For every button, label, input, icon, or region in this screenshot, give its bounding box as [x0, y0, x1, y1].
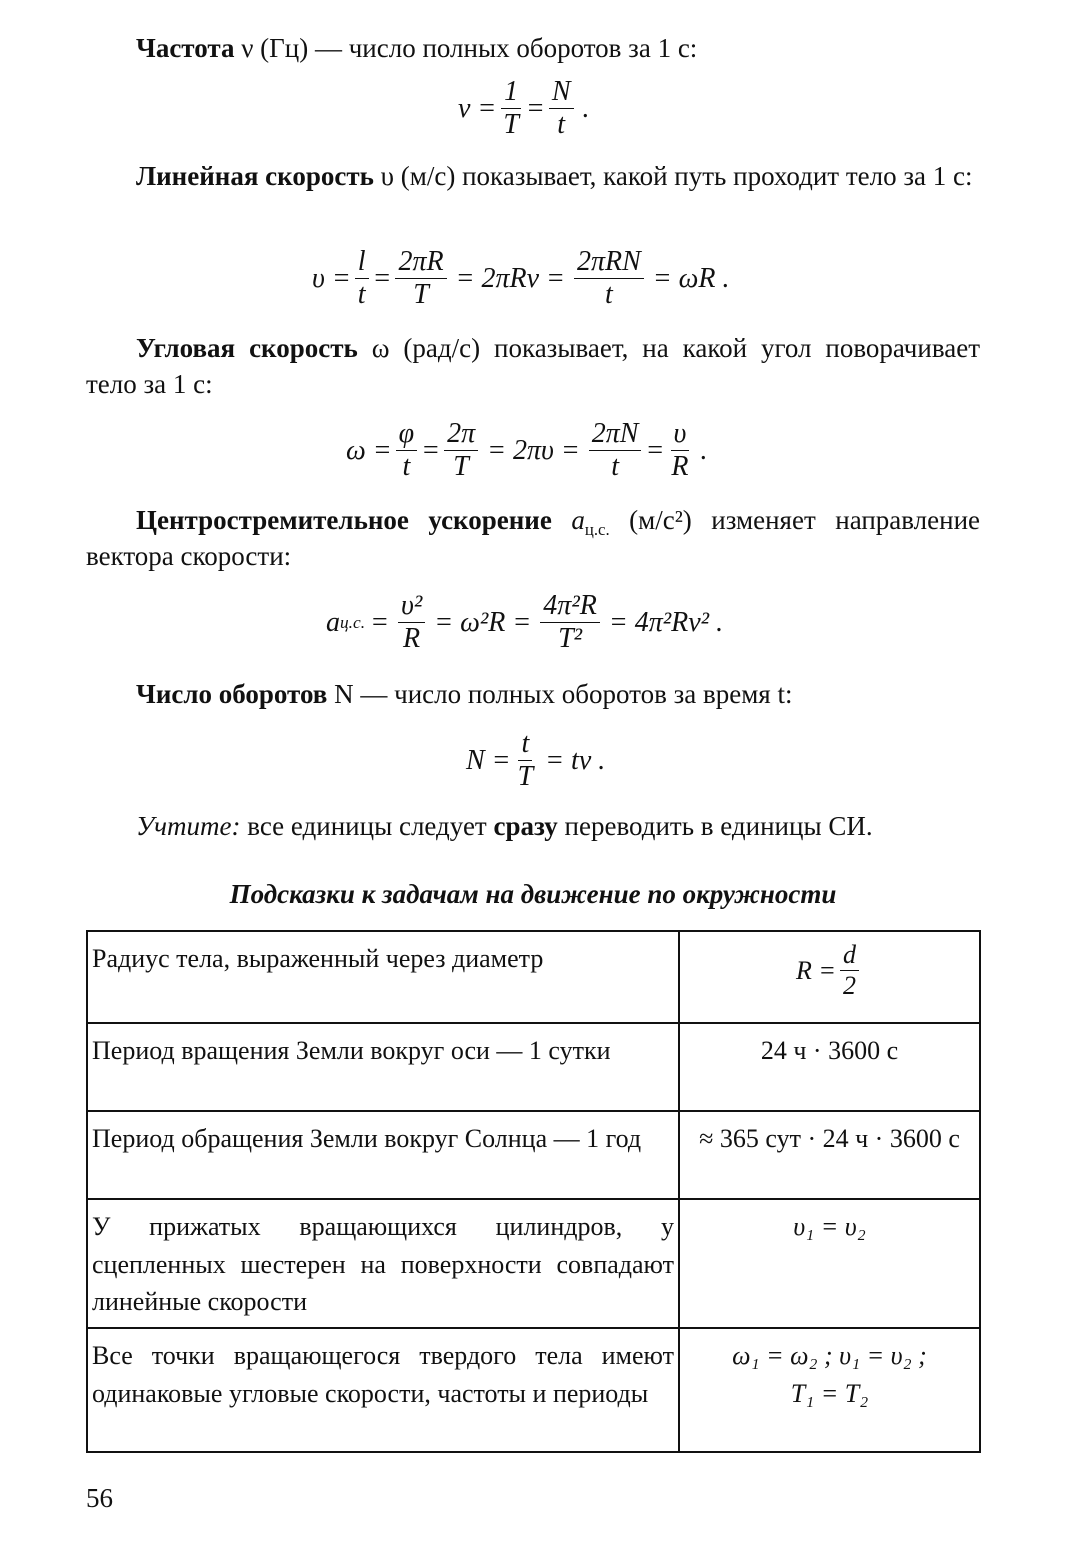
page-number: 56: [86, 1483, 113, 1513]
term-linear-velocity: Линейная скорость: [136, 161, 374, 191]
term-frequency: Частота: [136, 33, 235, 63]
table-cell-value: 24 ч · 3600 с: [679, 1023, 980, 1111]
table-cell-description: Радиус тела, выраженный через диаметр: [87, 931, 679, 1023]
equal-periods: T₁ = T₂: [790, 1378, 869, 1408]
table-cell-value: [679, 1328, 980, 1452]
radius-formula: R = $\frac{d}{2}$: [796, 940, 863, 1001]
linear-velocity-definition: [86, 158, 980, 194]
frequency-text: ν (Гц) — число полных оборотов за 1 с:: [234, 33, 698, 63]
si-units-note: Учтите: все единицы следует сразу переводить в единицы СИ.: [136, 811, 873, 841]
formula-linear-velocity: υ = $\frac{l}{t}$ = $\frac{2\pi R}{T}$ = 2πRν = $\frac{\text{2πRN}}{t}$ = ωR .: [312, 246, 730, 311]
table-row: [87, 1111, 980, 1199]
table-cell-description: У прижатых вращающихся цилиндров, у сцепленных шестерен на поверхности совпадают линейные скорости: [87, 1199, 679, 1328]
revolutions-definition: [86, 676, 980, 712]
formula-frequency: ν = $\frac{1}{T}$ = $\frac{N}{t}$ .: [458, 76, 590, 141]
formula-centripetal-acceleration: a ц.с. = $\frac{\text{υ²}}{R}$ = ω²R = $\frac{\text{4π²R}}{\text{T²}}$ = 4π²Rν² .: [326, 590, 724, 655]
revolutions-text: N — число полных оборотов за время t:: [327, 679, 793, 709]
centripetal-acceleration-definition: Центростремительное ускорение $a_{ц.с.}$ (м/с²) изменяет направление вектора скорости:: [86, 505, 981, 572]
centripetal-text: (м/с²) изменяет направление вектора скорости:: [86, 505, 981, 572]
table-row: [87, 1328, 980, 1452]
formula-revolutions: N = $\frac{t}{T}$ = tν .: [466, 728, 606, 793]
table-cell-value: [679, 931, 980, 1023]
table-cell-value: ≈ 365 сут · 24 ч · 3600 с: [679, 1111, 980, 1199]
equal-velocities: ω₁ = ω₂ ; υ₁ = υ₂ ;: [732, 1341, 927, 1371]
angular-velocity-text: ω (рад/с) показывает, на какой угол поворачивает тело за 1 с:: [86, 333, 980, 400]
term-angular-velocity: Угловая скорость: [136, 333, 358, 363]
f1-frac-2: $\frac{N}{t}$: [549, 76, 574, 141]
note-emphasis: сразу: [493, 811, 558, 841]
formula-angular-velocity: ω = $\frac{\varphi}{t}$ = $\frac{2\pi}{T}$ = 2πυ = $\frac{2\pi N}{t}$ = $\frac{\upsilon}{R}$ .: [346, 418, 708, 483]
table-row: [87, 931, 980, 1023]
table-cell-description: Все точки вращающегося твердого тела имеют одинаковые угловые скорости, частоты и периоды: [87, 1328, 679, 1452]
table-row: [87, 1023, 980, 1111]
linear-velocity-text: υ (м/с) показывает, какой путь проходит тело за 1 с:: [373, 161, 973, 191]
table-caption: Подсказки к задачам на движение по окружности: [229, 879, 837, 909]
table-row: [87, 1199, 980, 1328]
f1-lhs: ν =: [458, 92, 497, 124]
term-revolutions: Число оборотов: [136, 679, 328, 709]
table-cell-description: Период вращения Земли вокруг оси — 1 сутки: [87, 1023, 679, 1111]
term-centripetal-acceleration: Центростремительное ускорение: [136, 505, 552, 535]
f1-frac-1: $\frac{1}{T}$: [500, 76, 522, 141]
angular-velocity-definition: [86, 330, 980, 403]
table-cell-description: Период обращения Земли вокруг Солнца — 1 год: [87, 1111, 679, 1199]
frequency-definition: [86, 30, 980, 66]
note-label: Учтите:: [136, 811, 241, 841]
hints-table: [86, 930, 981, 1453]
table-cell-value: υ₁ = υ₂: [679, 1199, 980, 1328]
